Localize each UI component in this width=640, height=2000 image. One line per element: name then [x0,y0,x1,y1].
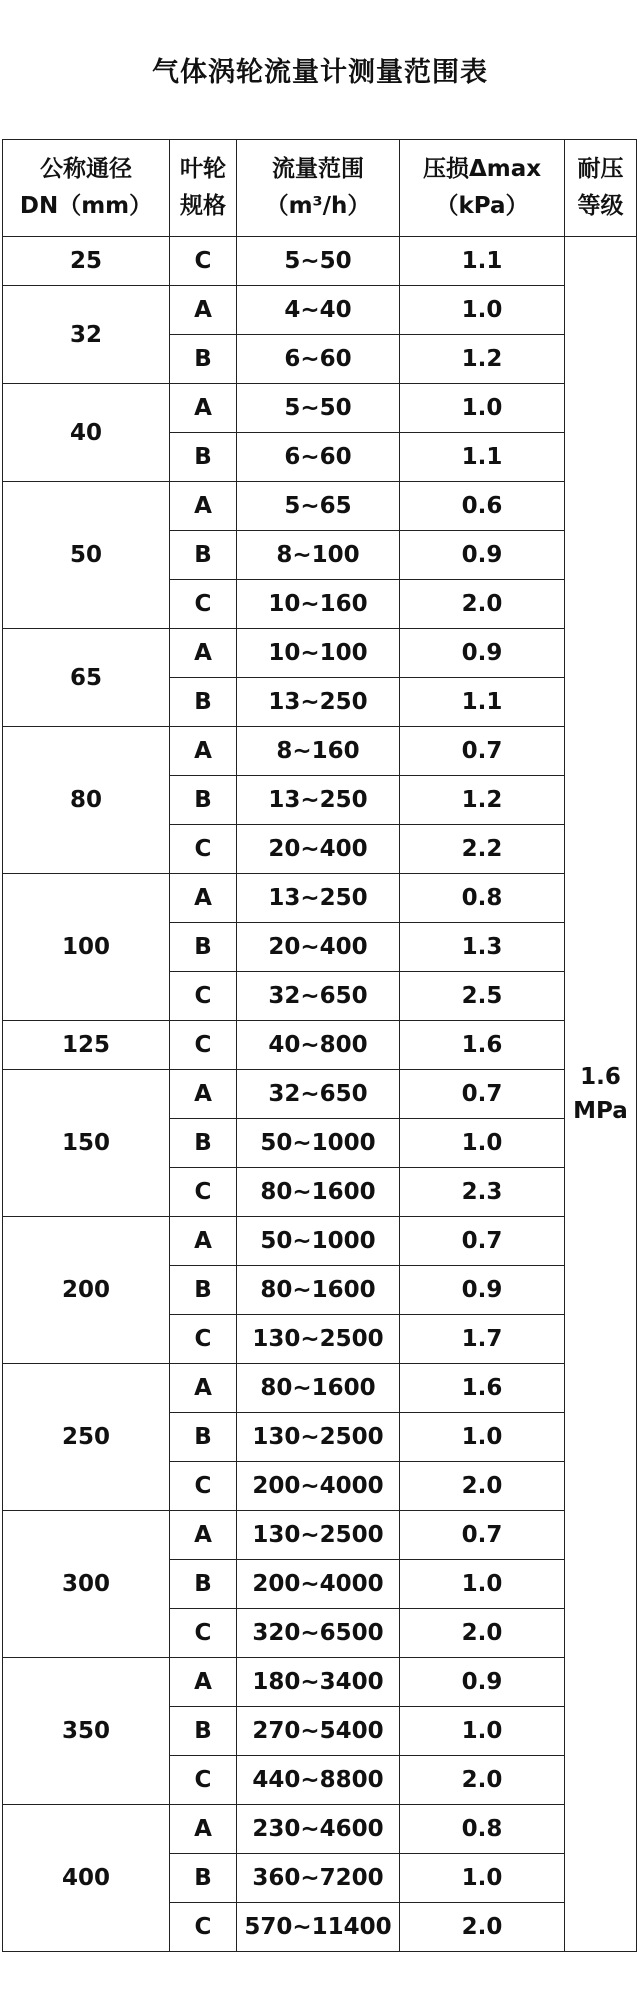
pressure-loss-cell: 1.0 [400,384,565,433]
impeller-spec-cell: B [170,1266,237,1315]
pressure-loss-cell: 0.7 [400,1511,565,1560]
impeller-spec-cell: A [170,1070,237,1119]
flow-range-cell: 4~40 [237,286,400,335]
flow-range-table [2,139,637,1952]
dn-cell: 150 [3,1070,170,1217]
impeller-spec-cell: B [170,433,237,482]
flow-range-cell: 5~65 [237,482,400,531]
table-row [3,1805,637,1854]
pressure-loss-cell: 1.7 [400,1315,565,1364]
impeller-spec-cell: B [170,678,237,727]
pressure-loss-cell: 2.5 [400,972,565,1021]
table-row [3,482,637,531]
header-impeller [170,140,237,237]
flow-range-cell: 50~1000 [237,1119,400,1168]
pressure-loss-cell: 2.0 [400,1756,565,1805]
impeller-spec-cell: C [170,1462,237,1511]
table-row [3,237,637,286]
impeller-spec-cell: B [170,1854,237,1903]
flow-range-cell: 130~2500 [237,1315,400,1364]
pressure-rating-value: 1.6 [580,1064,621,1090]
impeller-spec-cell: A [170,874,237,923]
pressure-loss-cell: 0.8 [400,1805,565,1854]
table-row [3,1511,637,1560]
dn-cell: 400 [3,1805,170,1952]
impeller-spec-cell: C [170,1168,237,1217]
flow-range-cell: 50~1000 [237,1217,400,1266]
dn-cell: 350 [3,1658,170,1805]
pressure-loss-cell: 1.6 [400,1021,565,1070]
table-row [3,874,637,923]
flow-range-cell: 13~250 [237,874,400,923]
pressure-loss-cell: 0.7 [400,727,565,776]
impeller-spec-cell: A [170,384,237,433]
impeller-spec-cell: C [170,1756,237,1805]
pressure-loss-cell: 2.0 [400,580,565,629]
impeller-spec-cell: C [170,237,237,286]
impeller-spec-cell: A [170,727,237,776]
pressure-loss-cell: 0.7 [400,1217,565,1266]
flow-range-cell: 80~1600 [237,1168,400,1217]
pressure-rating-cell [565,237,637,1952]
pressure-loss-cell: 1.1 [400,678,565,727]
pressure-loss-cell: 2.0 [400,1903,565,1952]
header-loss-label: 压损Δmax [422,156,542,182]
dn-cell: 50 [3,482,170,629]
table-body [3,237,637,1952]
pressure-loss-cell: 1.2 [400,335,565,384]
impeller-spec-cell: A [170,1364,237,1413]
flow-range-cell: 130~2500 [237,1511,400,1560]
pressure-loss-cell: 2.0 [400,1609,565,1658]
dn-cell: 125 [3,1021,170,1070]
header-dn [3,140,170,237]
table-row [3,727,637,776]
flow-range-cell: 180~3400 [237,1658,400,1707]
flow-range-cell: 32~650 [237,1070,400,1119]
flow-range-cell: 6~60 [237,433,400,482]
pressure-rating-unit: MPa [573,1098,628,1124]
impeller-spec-cell: B [170,531,237,580]
impeller-spec-cell: A [170,1658,237,1707]
flow-range-cell: 13~250 [237,776,400,825]
table-row [3,1217,637,1266]
pressure-loss-cell: 1.0 [400,1854,565,1903]
impeller-spec-cell: C [170,1315,237,1364]
pressure-loss-cell: 0.9 [400,531,565,580]
header-flow-range [237,140,400,237]
impeller-spec-cell: C [170,580,237,629]
table-header [3,140,637,237]
impeller-spec-cell: B [170,776,237,825]
header-pressure-loss [400,140,565,237]
pressure-loss-cell: 1.0 [400,1119,565,1168]
flow-range-cell: 200~4000 [237,1462,400,1511]
impeller-spec-cell: A [170,1217,237,1266]
header-flow-label: 流量范围 [272,156,364,182]
impeller-spec-cell: A [170,1511,237,1560]
pressure-loss-cell: 1.6 [400,1364,565,1413]
flow-range-cell: 360~7200 [237,1854,400,1903]
impeller-spec-cell: B [170,923,237,972]
flow-range-cell: 8~160 [237,727,400,776]
flow-range-cell: 130~2500 [237,1413,400,1462]
table-row [3,286,637,335]
impeller-spec-cell: A [170,482,237,531]
header-pressure-line1: 耐压 [577,156,624,182]
impeller-spec-cell: B [170,1707,237,1756]
table-row [3,1364,637,1413]
table-row [3,384,637,433]
flow-range-cell: 20~400 [237,923,400,972]
impeller-spec-cell: C [170,1021,237,1070]
impeller-spec-cell: A [170,629,237,678]
header-impeller-line2: 规格 [180,193,226,219]
dn-cell: 40 [3,384,170,482]
pressure-loss-cell: 0.9 [400,629,565,678]
dn-cell: 32 [3,286,170,384]
flow-range-cell: 230~4600 [237,1805,400,1854]
impeller-spec-cell: C [170,1903,237,1952]
flow-range-cell: 80~1600 [237,1364,400,1413]
header-dn-line2: DN（mm） [19,193,153,219]
impeller-spec-cell: C [170,972,237,1021]
table-row [3,1070,637,1119]
impeller-spec-cell: B [170,335,237,384]
flow-range-cell: 200~4000 [237,1560,400,1609]
flow-range-cell: 40~800 [237,1021,400,1070]
dn-cell: 100 [3,874,170,1021]
pressure-loss-cell: 1.2 [400,776,565,825]
flow-range-cell: 320~6500 [237,1609,400,1658]
dn-cell: 80 [3,727,170,874]
pressure-loss-cell: 0.9 [400,1658,565,1707]
header-flow-unit: （m³/h） [265,193,371,219]
header-pressure-line2: 等级 [577,193,624,219]
header-pressure-rating [565,140,637,237]
table-row [3,1021,637,1070]
flow-range-cell: 6~60 [237,335,400,384]
flow-range-cell: 13~250 [237,678,400,727]
pressure-loss-cell: 2.3 [400,1168,565,1217]
dn-cell: 300 [3,1511,170,1658]
impeller-spec-cell: B [170,1119,237,1168]
flow-range-cell: 440~8800 [237,1756,400,1805]
table-row [3,1658,637,1707]
page-title: 气体涡轮流量计测量范围表 [152,57,488,88]
flow-range-cell: 5~50 [237,384,400,433]
pressure-loss-cell: 0.9 [400,1266,565,1315]
pressure-loss-cell: 0.6 [400,482,565,531]
pressure-loss-cell: 2.0 [400,1462,565,1511]
pressure-loss-cell: 1.0 [400,286,565,335]
pressure-loss-cell: 1.1 [400,433,565,482]
flow-range-cell: 8~100 [237,531,400,580]
table-row [3,629,637,678]
pressure-loss-cell: 0.7 [400,1070,565,1119]
impeller-spec-cell: A [170,1805,237,1854]
flow-range-cell: 20~400 [237,825,400,874]
flow-range-cell: 10~100 [237,629,400,678]
flow-range-cell: 270~5400 [237,1707,400,1756]
impeller-spec-cell: C [170,825,237,874]
header-dn-line1: 公称通径 [40,156,132,182]
pressure-loss-cell: 1.1 [400,237,565,286]
header-impeller-line1: 叶轮 [180,156,226,182]
dn-cell: 25 [3,237,170,286]
impeller-spec-cell: A [170,286,237,335]
flow-range-cell: 80~1600 [237,1266,400,1315]
dn-cell: 200 [3,1217,170,1364]
impeller-spec-cell: C [170,1609,237,1658]
pressure-loss-cell: 1.0 [400,1413,565,1462]
pressure-loss-cell: 2.2 [400,825,565,874]
impeller-spec-cell: B [170,1560,237,1609]
dn-cell: 65 [3,629,170,727]
flow-range-cell: 10~160 [237,580,400,629]
impeller-spec-cell: B [170,1413,237,1462]
pressure-loss-cell: 1.3 [400,923,565,972]
pressure-loss-cell: 1.0 [400,1560,565,1609]
dn-cell: 250 [3,1364,170,1511]
pressure-loss-cell: 0.8 [400,874,565,923]
header-row [3,140,637,237]
flow-range-cell: 32~650 [237,972,400,1021]
flow-range-cell: 570~11400 [237,1903,400,1952]
flow-range-cell: 5~50 [237,237,400,286]
header-loss-unit: （kPa） [435,193,529,219]
pressure-loss-cell: 1.0 [400,1707,565,1756]
